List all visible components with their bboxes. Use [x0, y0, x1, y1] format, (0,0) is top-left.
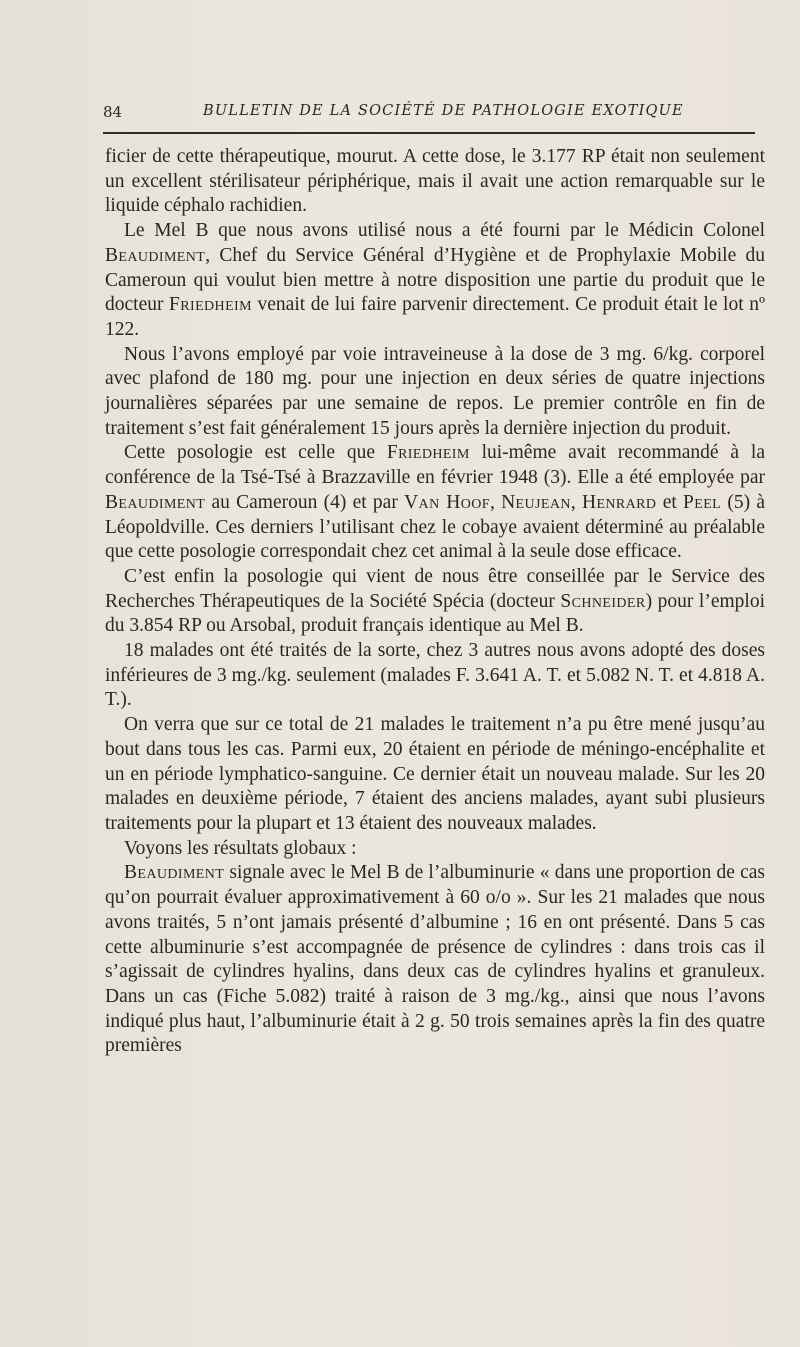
paragraph: [105, 837, 765, 862]
paragraph: [105, 861, 765, 1059]
text-run: On verra que sur ce total de 21 malades le traitement n’a pu être mené jusqu’au bout dans tous les cas. Parmi eux, 20 étaient en période de méningo-encéphalite et un en période lymphatico-sanguine. Ce dernier était un nouveau malade. Sur les 20 malades en deuxième période, 7 étaient des anciens malades, ayant subi plusieurs traitements pour la plupart et 13 étaient des nouveaux malades.: [105, 714, 765, 834]
author-name: Schneider: [560, 590, 646, 612]
paragraph: [105, 219, 765, 343]
page-number: 84: [103, 103, 123, 121]
paragraph: [105, 565, 765, 639]
page-header: [103, 100, 755, 128]
running-title: BULLETIN DE LA SOCIÉTÉ DE PATHOLOGIE EXOTIQUE: [203, 103, 684, 119]
text-run: Voyons les résultats globaux :: [124, 837, 357, 859]
text-run: lui-même avait recommandé à la conférence de la Tsé-Tsé à Brazzaville en février 1948 (3). Elle a été employée par: [105, 442, 765, 489]
author-name: Neujean: [501, 491, 571, 513]
text-run: (5) à Léopoldville. Ces derniers l’utilisant chez le cobaye avaient déterminé au préalable que cette posologie correspondait chez cet animal à la seule dose efficace.: [105, 491, 766, 563]
author-name: Friedheim: [386, 442, 470, 464]
author-name: Beaudiment: [124, 862, 225, 884]
text-run: ,: [489, 491, 502, 513]
text-run: Nous l’avons employé par voie intraveineuse à la dose de 3 mg. 6/kg. corporel avec plafond de 180 mg. pour une injection en deux séries de quatre injections journalières séparées par une semaine de repos. Le premier contrôle en fin de traitement s’est fait généralement 15 jours après la dernière injection du produit.: [105, 343, 765, 439]
text-run: Le Mel B que nous avons utilisé nous a été fourni par le Médicin Colonel: [124, 220, 765, 242]
header-rule: [103, 132, 755, 134]
paragraph: [105, 713, 765, 837]
text-run: au Cameroun (4) et par: [205, 491, 405, 513]
author-name: Friedheim: [169, 294, 252, 316]
text-run: et: [656, 491, 684, 513]
paragraph: [105, 343, 765, 442]
author-name: Beaudiment: [105, 491, 206, 513]
body-text: [105, 145, 765, 1059]
text-run: , Chef du Service Général d’Hygiène et de Prophylaxie Mobile du Cameroun qui voulut bien mettre à notre disposition une partie du produit que le docteur: [105, 244, 765, 316]
text-run: signale avec le Mel B de l’albuminurie « dans une proportion de cas qu’on pourrait évaluer approximativement à 60 o/o ». Sur les 21 malades que nous avons traités, 5 n’ont jamais présenté d’albumine ; 16 en ont présenté. Dans 5 cas cette albuminurie s’est accompagnée de présence de cylindres : dans trois cas il s’agissait de cylindres hyalins, dans deux cas de cylindres hyalins et granuleux. Dans un cas (Fiche 5.082) traité à raison de 3 mg./kg., ainsi que nous l’avons indiqué plus haut, l’albuminurie était à 2 g. 50 trois semaines après la fin des quatre premières: [105, 862, 765, 1057]
author-name: Van Hoof: [404, 491, 490, 513]
text-run: ) pour l’emploi du 3.854 RP ou Arsobal, produit français identique au Mel B.: [105, 590, 765, 637]
paragraph: [105, 639, 765, 713]
author-name: Beaudiment: [105, 244, 206, 266]
paragraph: [105, 145, 765, 219]
text-run: ,: [570, 491, 582, 513]
text-run: venait de lui faire parvenir directement. Ce produit était le lot nº 122.: [105, 294, 765, 340]
author-name: Peel: [683, 491, 722, 513]
text-run: Cette posologie est celle que: [124, 442, 387, 464]
author-name: Henrard: [581, 491, 657, 513]
text-run: 18 malades ont été traités de la sorte, chez 3 autres nous avons adopté des doses inférieures de 3 mg./kg. seulement (malades F. 3.641 A. T. et 5.082 N. T. et 4.818 A. T.).: [105, 640, 765, 711]
text-run: C’est enfin la posologie qui vient de nous être conseillée par le Service des Recherches Thérapeutiques de la Société Spécia (docteur: [105, 565, 765, 612]
text-run: ficier de cette thérapeutique, mourut. A cette dose, le 3.177 RP était non seulement un excellent stérilisateur périphérique, mais il avait une action remarquable sur le liquide céphalo rachidien.: [105, 146, 765, 217]
paragraph: [105, 441, 765, 565]
